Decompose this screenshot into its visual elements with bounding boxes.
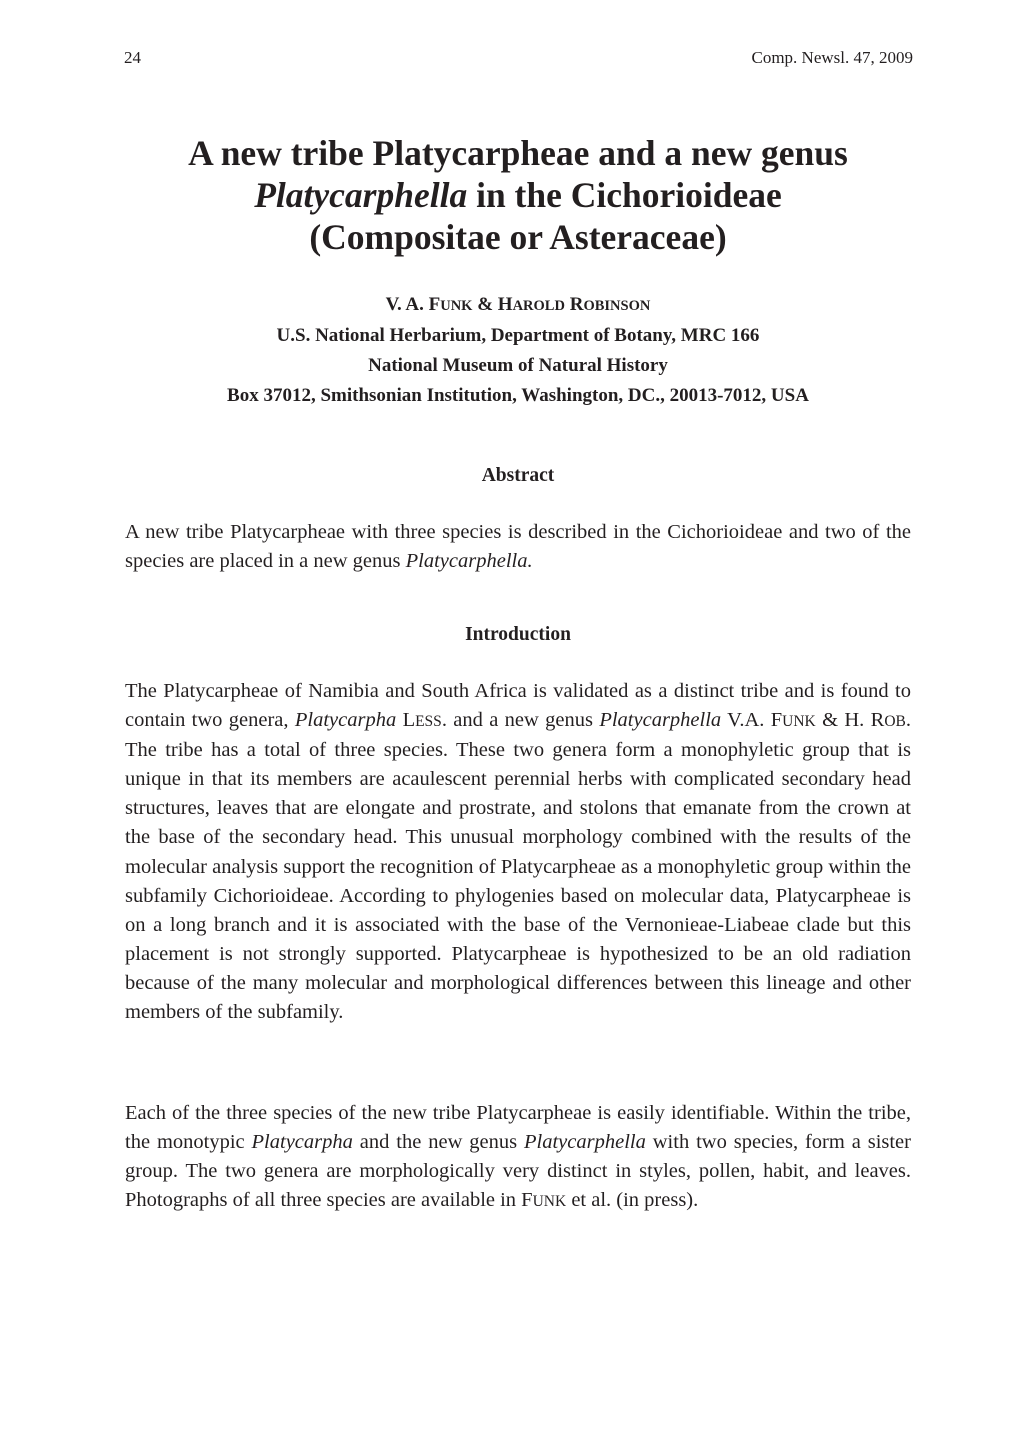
- title-line-3: (Compositae or Asteraceae): [309, 217, 727, 257]
- author-2-given-name: AROLD: [512, 298, 565, 314]
- title-line-2: [100, 174, 936, 216]
- abstract-paragraph: [125, 518, 911, 576]
- intro-p1-text-2: . and a new genus: [441, 709, 600, 732]
- affiliation-line-2: National Museum of Natural History: [368, 355, 668, 376]
- author-abbrev-less-initial: L: [396, 709, 416, 732]
- author-2-surname: OBINSON: [583, 298, 651, 314]
- title-genus-name: Platycarphella: [254, 175, 468, 215]
- author-1-surname: UNK: [440, 298, 473, 314]
- abstract-heading: Abstract: [481, 465, 555, 486]
- journal-citation: Comp. Newsl. 47, 2009: [751, 48, 913, 67]
- introduction-paragraph-2: [125, 1099, 911, 1216]
- intro-p2-text-4: et al. (in press).: [566, 1189, 699, 1212]
- intro-p1-text-3: . The tribe has a total of three species. These two genera form a monophyletic group that is unique in that its members are acaulescent perennial herbs with complicated secondary head structures, leaves that are elongate and prostrate, and stolons that emanate from the crown at the base of the secondary head. This unusual morphology combined with the results of the molecular analysis support the recognition of Platycarpheae as a monophyletic group within the subfamily Cichorioideae. According to phylogenies based on molecular data, Platycarpheae is on a long branch and it is associated with the base of the Vernonieae-Liabeae clade but this placement is not strongly supported. Platycarpheae is hypothesized to be an old radiation because of the many molecular and morphological differences between this lineage and other members of the subfamily.: [125, 709, 911, 1024]
- title-line-2-rest: in the Cichorioideae: [467, 175, 782, 215]
- author-block: [100, 290, 936, 411]
- article-title: [100, 132, 936, 258]
- intro-p1-text-1: The Platycarpheae of Namibia and South Africa is validated as a distinct tribe and is found to contain two genera,: [125, 680, 911, 732]
- author-names: [100, 290, 936, 321]
- author-2-surname-initial: R: [564, 294, 584, 315]
- author-abbrev-funk-initial: V.A. F: [721, 709, 783, 732]
- author-abbrev-funk: UNK: [782, 713, 816, 731]
- genus-platycarphella: Platycarphella: [524, 1131, 646, 1154]
- introduction-heading: Introduction: [465, 624, 571, 645]
- author-separator: & H: [472, 294, 513, 315]
- genus-platycarpha: Platycarpha: [294, 709, 397, 732]
- affiliation-line-1: U.S. National Herbarium, Department of Botany, MRC 166: [276, 325, 760, 346]
- affiliation-line-3: Box 37012, Smithsonian Institution, Washington, DC., 20013-7012, USA: [227, 385, 809, 406]
- abstract-text: A new tribe Platycarpheae with three species is described in the Cichorioideae and two of the species are placed in a new genus: [125, 521, 911, 573]
- genus-platycarpha: Platycarpha: [251, 1131, 353, 1154]
- running-head: [124, 48, 913, 70]
- genus-platycarphella: Platycarphella: [599, 709, 722, 732]
- page-number: 24: [124, 48, 141, 67]
- author-abbrev-rob-initial: & H. R: [815, 709, 885, 732]
- intro-p2-text-3: with two species, form a sister group. The two genera are morphologically very distinct in styles, pollen, habit, and leaves. Photographs of all three species are available in F: [125, 1131, 911, 1212]
- intro-p2-text-2: and the new genus: [352, 1131, 524, 1154]
- abstract-genus-name: Platycarphella.: [405, 550, 533, 573]
- author-1-initials: V. A. F: [385, 294, 441, 315]
- intro-p2-text-1: Each of the three species of the new tribe Platycarpheae is easily identifiable. Within the tribe, the monotypic: [125, 1102, 911, 1154]
- author-abbrev-less: ESS: [415, 713, 442, 731]
- citation-funk: UNK: [532, 1193, 567, 1211]
- introduction-paragraph-1: [125, 677, 911, 1027]
- title-line-1: A new tribe Platycarpheae and a new genus: [188, 133, 848, 173]
- author-abbrev-rob: OB: [884, 713, 906, 731]
